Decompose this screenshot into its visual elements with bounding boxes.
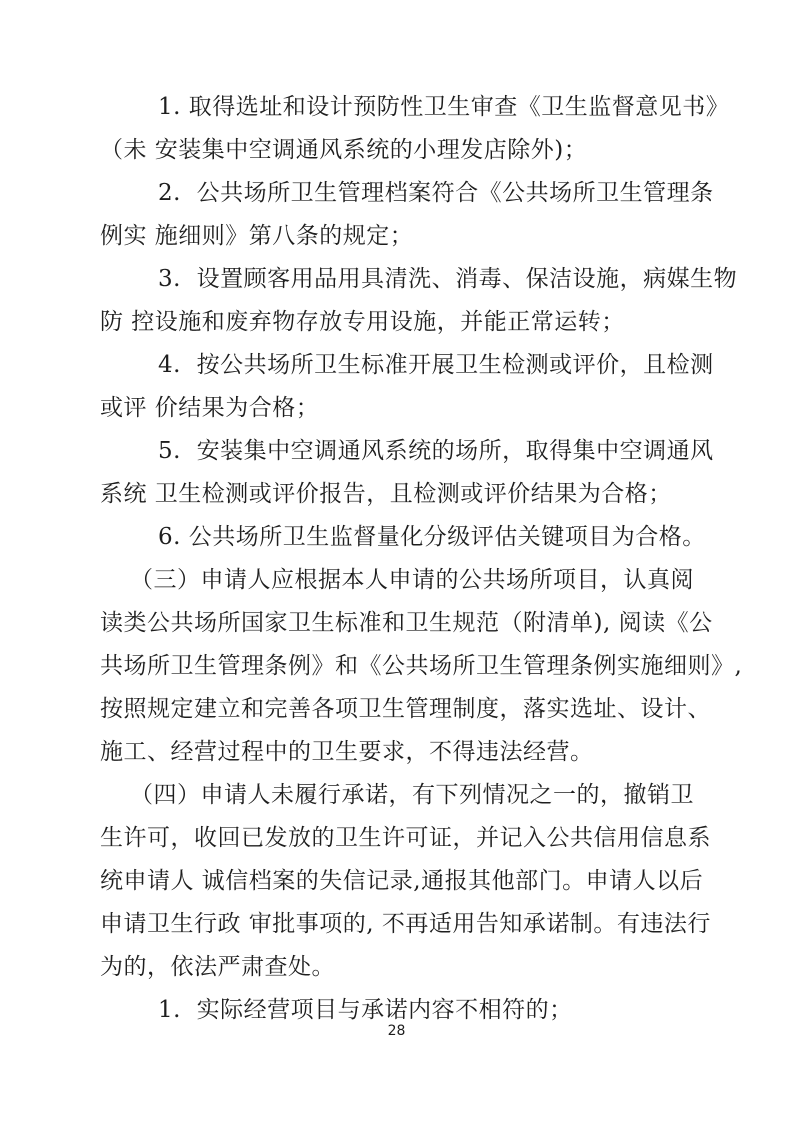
text-line: 为的，依法严肃查处。 (100, 954, 335, 980)
document-body (100, 86, 743, 1032)
text-line: 申请卫生行政 审批事项的, 不再适用告知承诺制。有违法行 (100, 911, 711, 937)
text-line: 或评 价结果为合格； (100, 395, 320, 421)
text-line: 施工、经营过程中的卫生要求，不得违法经营。 (100, 739, 594, 765)
text-line: 按照规定建立和完善各项卫生管理制度，落实选址、设计、 (100, 696, 711, 722)
text-line: 统申请人 诚信档案的失信记录,通报其他部门。申请人以后 (100, 868, 704, 894)
text-line: 共场所卫生管理条例》和《公共场所卫生管理条例实施细则》, (100, 653, 743, 679)
text-line: 1. 实际经营项目与承诺内容不相符的； (158, 997, 573, 1023)
text-line: （四）申请人未履行承诺，有下列情况之一的，撤销卫 (130, 782, 694, 808)
text-line: 读类公共场所国家卫生标准和卫生规范（附清单), 阅读《公 (100, 610, 713, 636)
text-line: 生许可，收回已发放的卫生许可证，并记入公共信用信息系 (100, 825, 711, 851)
text-line: 6. 公共场所卫生监督量化分级评估关键项目为合格。 (158, 524, 706, 550)
page-number: 28 (387, 1023, 406, 1039)
text-line: （未 安装集中空调通风系统的小理发店除外)； (100, 137, 588, 163)
text-line: 2. 公共场所卫生管理档案符合《公共场所卫生管理条 (158, 180, 714, 206)
text-line: （三）申请人应根据本人申请的公共场所项目，认真阅 (130, 567, 694, 593)
text-line: 防 控设施和废弃物存放专用设施，并能正常运转； (100, 309, 625, 335)
text-line: 1. 取得选址和设计预防性卫生审查《卫生监督意见书》 (158, 94, 730, 120)
text-line: 3. 设置顾客用品用具清洗、消毒、保洁设施，病媒生物 (158, 266, 738, 292)
text-line: 4. 按公共场所卫生标准开展卫生检测或评价，且检测 (158, 352, 714, 378)
text-line: 5. 安装集中空调通风系统的场所，取得集中空调通风 (158, 438, 714, 464)
text-line: 例实 施细则》第八条的规定； (100, 223, 414, 249)
text-line: 系统 卫生检测或评价报告，且检测或评价结果为合格； (100, 481, 672, 507)
